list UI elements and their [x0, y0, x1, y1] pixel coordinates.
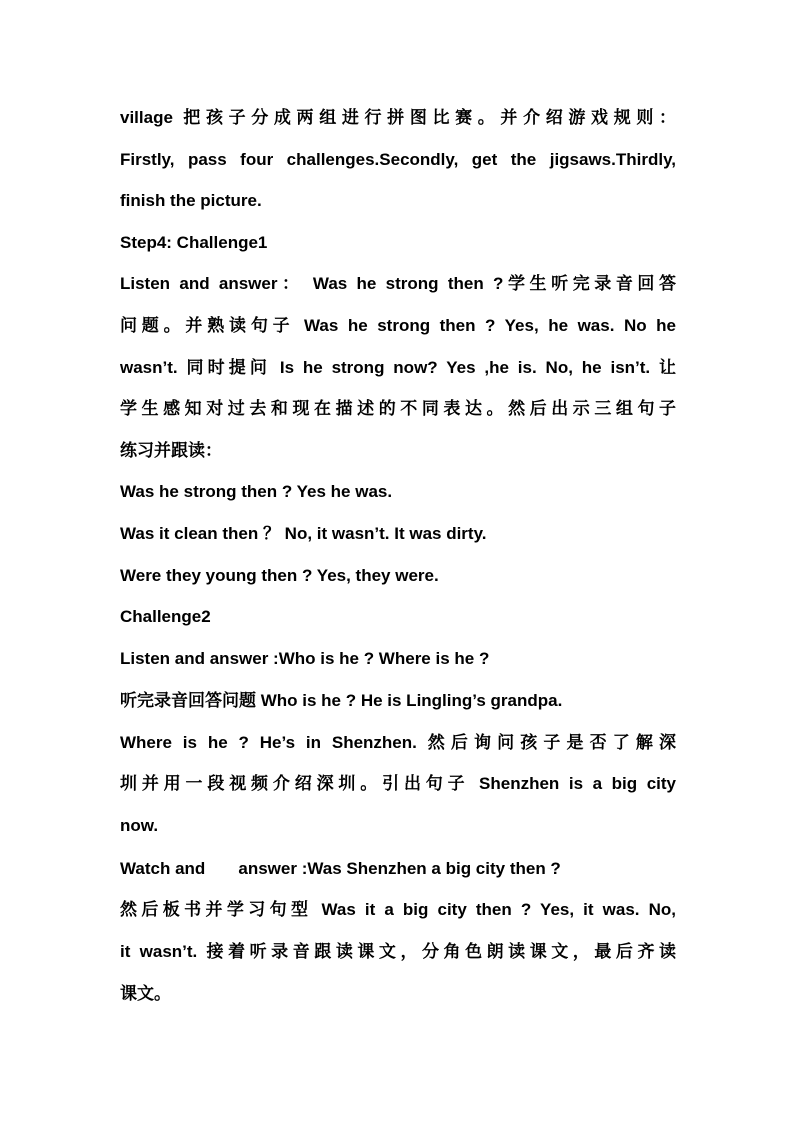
text-line: finish the picture.	[120, 191, 262, 210]
text-line: 圳并用一段视频介绍深圳。引出句子 Shenzhen is a big city	[120, 774, 676, 793]
text-line: 问题。并熟读句子 Was he strong then ? Yes, he was. No he	[120, 316, 676, 335]
section-heading: Challenge2	[120, 607, 211, 626]
text-line: Listen and answer： Was he strong then ?学生听完录音回答	[120, 274, 676, 293]
text-line: 然后板书并学习句型 Was it a big city then ? Yes, it was. No,	[120, 900, 676, 919]
section-heading: Step4: Challenge1	[120, 233, 268, 252]
text-line: Where is he ? He’s in Shenzhen. 然后询问孩子是否了解深	[120, 733, 676, 752]
text-line: village 把孩子分成两组进行拼图比赛。并介绍游戏规则：	[120, 108, 676, 127]
text-line: now.	[120, 816, 159, 835]
example-sentence: Was he strong then ? Yes he was.	[120, 482, 393, 501]
text-line: Watch and answer :Was Shenzhen a big city then ?	[120, 859, 561, 878]
text-line: Firstly, pass four challenges.Secondly, get the jigsaws.Thirdly,	[120, 150, 676, 169]
text-line: it wasn’t. 接着听录音跟读课文，分角色朗读课文，最后齐读	[120, 942, 676, 961]
text-line: 课文。	[120, 984, 171, 1003]
text-line: 学生感知对过去和现在描述的不同表达。然后出示三组句子	[120, 399, 676, 418]
example-sentence: Were they young then ? Yes, they were.	[120, 566, 439, 585]
example-sentence: Was it clean then ？ No, it wasn’t. It was dirty.	[120, 524, 487, 543]
text-line: Listen and answer :Who is he ? Where is he ?	[120, 649, 490, 668]
text-line: 练习并跟读：	[120, 441, 222, 460]
text-line: wasn’t. 同时提问 Is he strong now? Yes ,he is. No, he isn’t. 让	[120, 358, 676, 377]
text-line: 听完录音回答问题 Who is he ? He is Lingling’s grandpa.	[120, 691, 563, 710]
